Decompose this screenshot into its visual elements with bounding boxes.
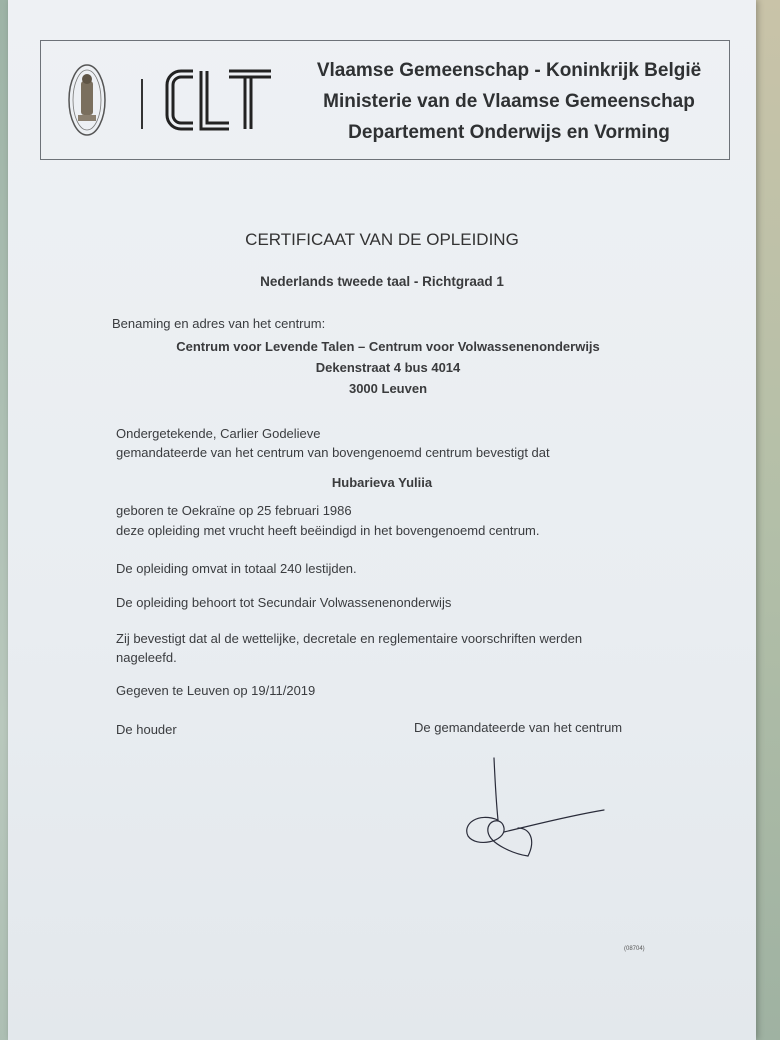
compliance-line-1: Zij bevestigt dat al de wettelijke, decretale en reglementaire voorschriften werden: [116, 631, 583, 646]
mandatee-label: De gemandateerde van het centrum: [414, 720, 623, 735]
compliance-line-2: nageleefd.: [116, 650, 177, 665]
government-seal-icon: [67, 63, 107, 137]
center-label: Benaming en adres van het centrum:: [112, 316, 326, 331]
center-name: Centrum voor Levende Talen – Centrum voor Volwassenenonderwijs: [176, 339, 600, 354]
birth-line: geboren te Oekraïne op 25 februari 1986: [116, 503, 352, 518]
issue-date-line: Gegeven te Leuven op 19/11/2019: [116, 683, 316, 698]
ministry-line-1: Vlaamse Gemeenschap - Koninkrijk België: [316, 60, 702, 81]
certificate-page: [8, 0, 756, 1040]
student-name: Hubarieva Yuliia: [331, 475, 433, 490]
certificate-title: CERTIFICAAT VAN DE OPLEIDING: [245, 230, 519, 249]
ministry-heading: [309, 55, 709, 148]
ministry-line-3: Departement Onderwijs en Vorming: [348, 122, 670, 143]
ministry-line-2: Ministerie van de Vlaamse Gemeenschap: [323, 91, 695, 112]
center-address: [68, 336, 708, 399]
hours-line: De opleiding omvat in totaal 240 lestijden.: [116, 561, 357, 576]
letterhead: [40, 40, 730, 160]
holder-label: De houder: [116, 722, 177, 737]
course-subtitle: Nederlands tweede taal - Richtgraad 1: [260, 274, 504, 289]
form-code: (08704): [624, 946, 645, 952]
logo-divider: [141, 79, 143, 129]
center-street: Dekenstraat 4 bus 4014: [315, 360, 461, 375]
center-city: 3000 Leuven: [348, 381, 428, 396]
signer-line: Ondergetekende, Carlier Godelieve: [116, 426, 321, 441]
mandate-line: gemandateerde van het centrum van bovengenoemd centrum bevestigt dat: [116, 445, 550, 460]
clt-logo: [163, 65, 275, 135]
category-line: De opleiding behoort tot Secundair Volwassenenonderwijs: [116, 595, 452, 610]
completion-line: deze opleiding met vrucht heeft beëindigd in het bovengenoemd centrum.: [116, 523, 540, 538]
signature: [458, 750, 628, 870]
